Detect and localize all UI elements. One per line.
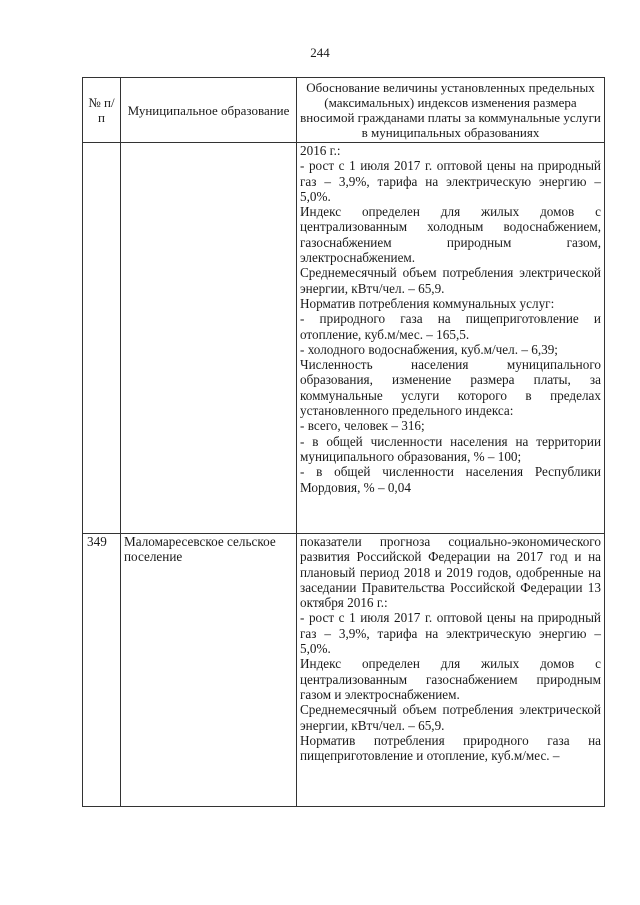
page-number: 244 — [310, 45, 330, 60]
header-num: № п/п — [83, 78, 121, 143]
row-number: 349 — [83, 534, 121, 807]
indices-table — [82, 77, 605, 807]
row-justification: показатели прогноза социально-экономического развития Российской Федерации на 2017 год и на плановый период 2018 и 2019 годов, одобренные на заседании Правительства Российской Федерации 13 октября 2016 г.: - рост с 1 июля 2017 г. оптовой цены на природный газ – 3,9%, тарифа на электрическую энергию – 5,0%. Индекс определен для жилых домов с централизованным газоснабжением природным газом и электроснабжением. Среднемесячный объем потребления электрической энергии, кВтч/чел. – 65,9. Норматив потребления природного газа на пищеприготовление и отопление, куб.м/мес. – — [297, 534, 605, 807]
header-municipality: Муниципальное образование — [121, 78, 297, 143]
row-justification: 2016 г.: - рост с 1 июля 2017 г. оптовой цены на природный газ – 3,9%, тарифа на электрическую энергию – 5,0%. Индекс определен для жилых домов с централизованным холодным водоснабжением, газоснабжением природным газом, электроснабжением. Среднемесячный объем потребления электрической энергии, кВтч/чел. – 65,9. Норматив потребления коммунальных услуг: - природного газа на пищеприготовление и отопление, куб.м/мес. – 165,5. - холодного водоснабжения, куб.м/чел. – 6,39; Численность населения муниципального образования, изменение размера платы, за коммунальные услуги которого в пределах установленного предельного индекса: - всего, человек – 316; - в общей численности населения на территории муниципального образования, % – 100; - в общей численности населения Республики Мордовия, % – 0,04 — [297, 143, 605, 534]
table-header-row — [83, 78, 605, 143]
table-row — [83, 534, 605, 807]
row-municipality: Маломаресевское сельское поселение — [121, 534, 297, 807]
row-number — [83, 143, 121, 534]
table-row — [83, 143, 605, 534]
row-municipality — [121, 143, 297, 534]
header-justification: Обоснование величины установленных предельных (максимальных) индексов изменения размера вносимой гражданами платы за коммунальные услуги в муниципальных образованиях — [297, 78, 605, 143]
